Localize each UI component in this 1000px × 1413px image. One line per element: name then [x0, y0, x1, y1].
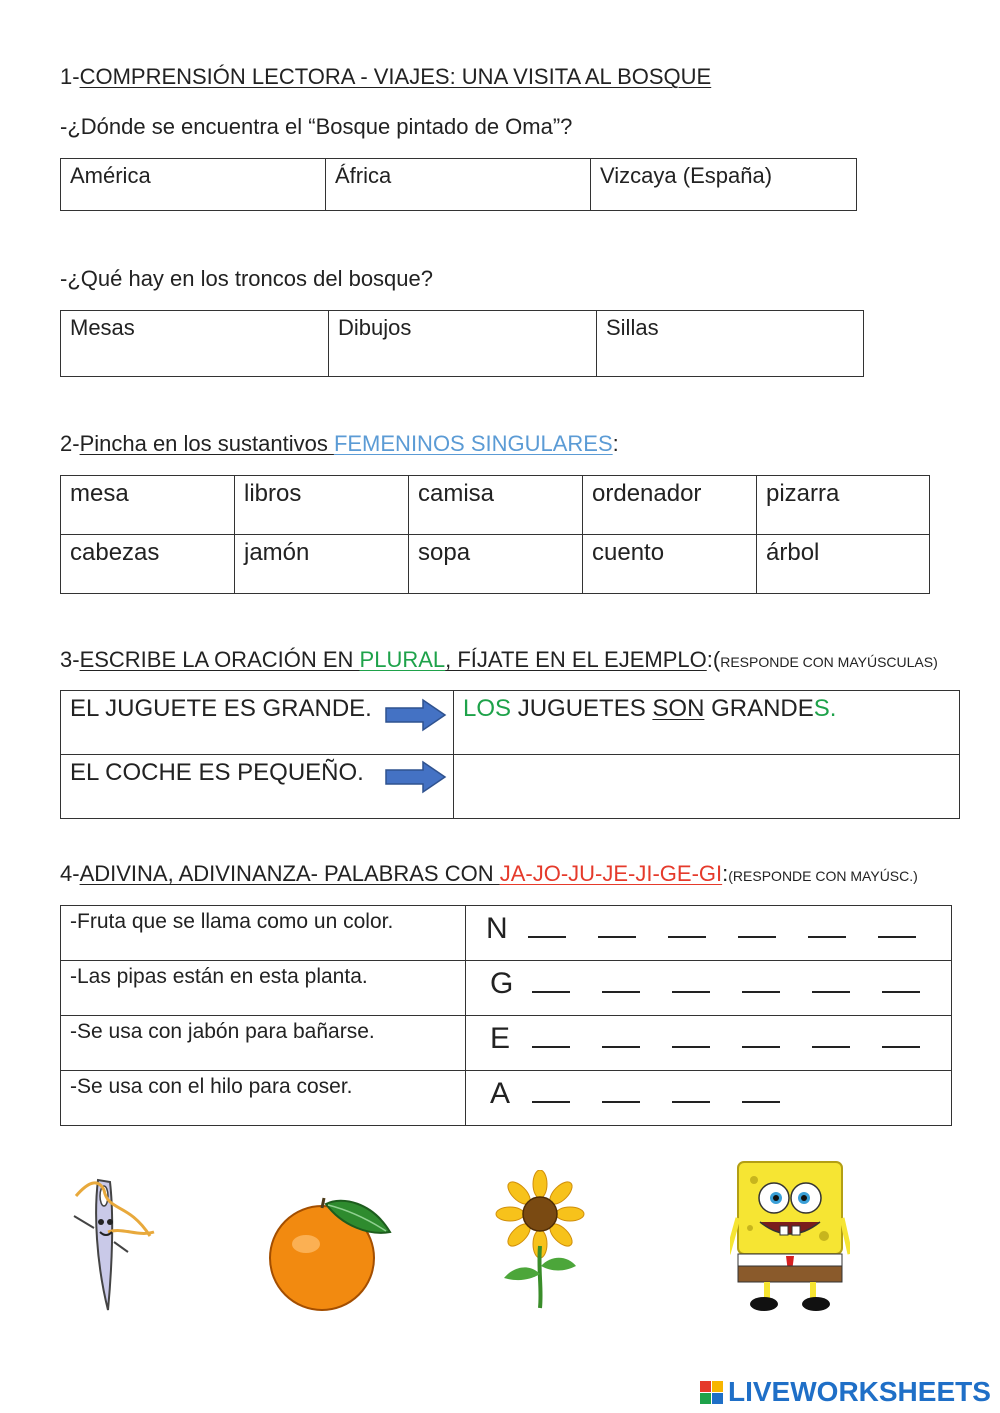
noun-cell[interactable]: jamón [235, 535, 409, 594]
noun-cell[interactable]: camisa [409, 476, 583, 535]
q1-option-america[interactable]: América [61, 159, 326, 211]
answer-grande: GRANDE [704, 695, 814, 722]
brand-logo: LIVEWORKSHEETS [728, 1376, 991, 1407]
answer-blanks-naranja[interactable]: N [486, 912, 948, 946]
section3-colon: :( [706, 647, 721, 672]
riddle-clue: -Fruta que se llama como un color. [61, 906, 466, 961]
example-sentence: EL JUGUETE ES GRANDE. [61, 691, 454, 755]
noun-cell[interactable]: pizarra [757, 476, 930, 535]
arrow-right-icon [385, 698, 447, 732]
answer-s: S. [813, 695, 837, 722]
arrow-right-icon [385, 760, 447, 794]
noun-cell[interactable]: sopa [409, 535, 583, 594]
sponge-image [730, 1158, 850, 1314]
answer-blanks-esponja[interactable]: E [490, 1022, 952, 1056]
riddle-clue: -Se usa con el hilo para coser. [61, 1071, 466, 1126]
example-answer [454, 691, 960, 755]
section4-title: ADIVINA, ADIVINANZA- PALABRAS CON [79, 861, 500, 886]
section4-note: (RESPONDE CON MAYÚSC.) [728, 868, 918, 884]
noun-cell[interactable]: mesa [61, 476, 235, 535]
answer-juguetes: JUGUETES [511, 695, 653, 722]
noun-cell[interactable]: libros [235, 476, 409, 535]
q2-option-sillas[interactable]: Sillas [597, 311, 864, 377]
question-2: -¿Qué hay en los troncos del bosque? [60, 266, 434, 291]
section4-syllables: JA-JO-JU-JE-JI-GE-GI [499, 861, 723, 886]
q2-options-table [60, 310, 864, 377]
liveworksheets-logo-icon [700, 1381, 724, 1405]
nouns-table [60, 475, 930, 594]
noun-cell[interactable]: cuento [583, 535, 757, 594]
section3-title-a: ESCRIBE LA ORACIÓN EN [79, 647, 360, 672]
section2-highlight: FEMENINOS SINGULARES [333, 431, 613, 456]
needle-image [68, 1172, 158, 1314]
answer-los: LOS [463, 695, 512, 722]
answer-blanks-girasol[interactable]: G [490, 967, 952, 1001]
section1-heading [60, 64, 711, 90]
riddle-clue: -Se usa con jabón para bañarse. [61, 1016, 466, 1071]
q1-options-table [60, 158, 857, 211]
q2-option-mesas[interactable]: Mesas [61, 311, 329, 377]
answer-blanks-aguja[interactable]: A [490, 1077, 812, 1111]
q1-option-africa[interactable]: África [326, 159, 591, 211]
section3-title-b: , FÍJATE EN EL EJEMPLO [445, 647, 707, 672]
section3-number: 3- [60, 647, 80, 672]
sunflower-image [490, 1170, 590, 1310]
section4-number: 4- [60, 861, 80, 886]
noun-cell[interactable]: árbol [757, 535, 930, 594]
section4-colon: : [722, 861, 729, 886]
noun-cell[interactable]: cabezas [61, 535, 235, 594]
section2-heading [60, 431, 619, 457]
section2-title: Pincha en los sustantivos [79, 431, 334, 456]
section1-number: 1- [60, 64, 80, 89]
question-1: -¿Dónde se encuentra el “Bosque pintado de Oma”? [60, 114, 573, 139]
orange-image [262, 1196, 398, 1312]
plural-table [60, 690, 960, 819]
answer-son: SON [652, 695, 705, 722]
q2-option-dibujos[interactable]: Dibujos [329, 311, 597, 377]
section4-heading [60, 861, 918, 887]
section1-title: COMPRENSIÓN LECTORA - VIAJES: UNA VISITA AL BOSQUE [79, 64, 712, 89]
q1-option-vizcaya[interactable]: Vizcaya (España) [591, 159, 857, 211]
section2-end: : [612, 431, 619, 456]
riddle-clue: -Las pipas están en esta planta. [61, 961, 466, 1016]
section2-number: 2- [60, 431, 80, 456]
section3-heading [60, 647, 938, 673]
section3-plural: PLURAL [359, 647, 446, 672]
noun-cell[interactable]: ordenador [583, 476, 757, 535]
exercise-answer-field[interactable] [454, 755, 960, 819]
exercise-sentence: EL COCHE ES PEQUEÑO. [61, 755, 454, 819]
section3-note: RESPONDE CON MAYÚSCULAS) [720, 654, 938, 670]
